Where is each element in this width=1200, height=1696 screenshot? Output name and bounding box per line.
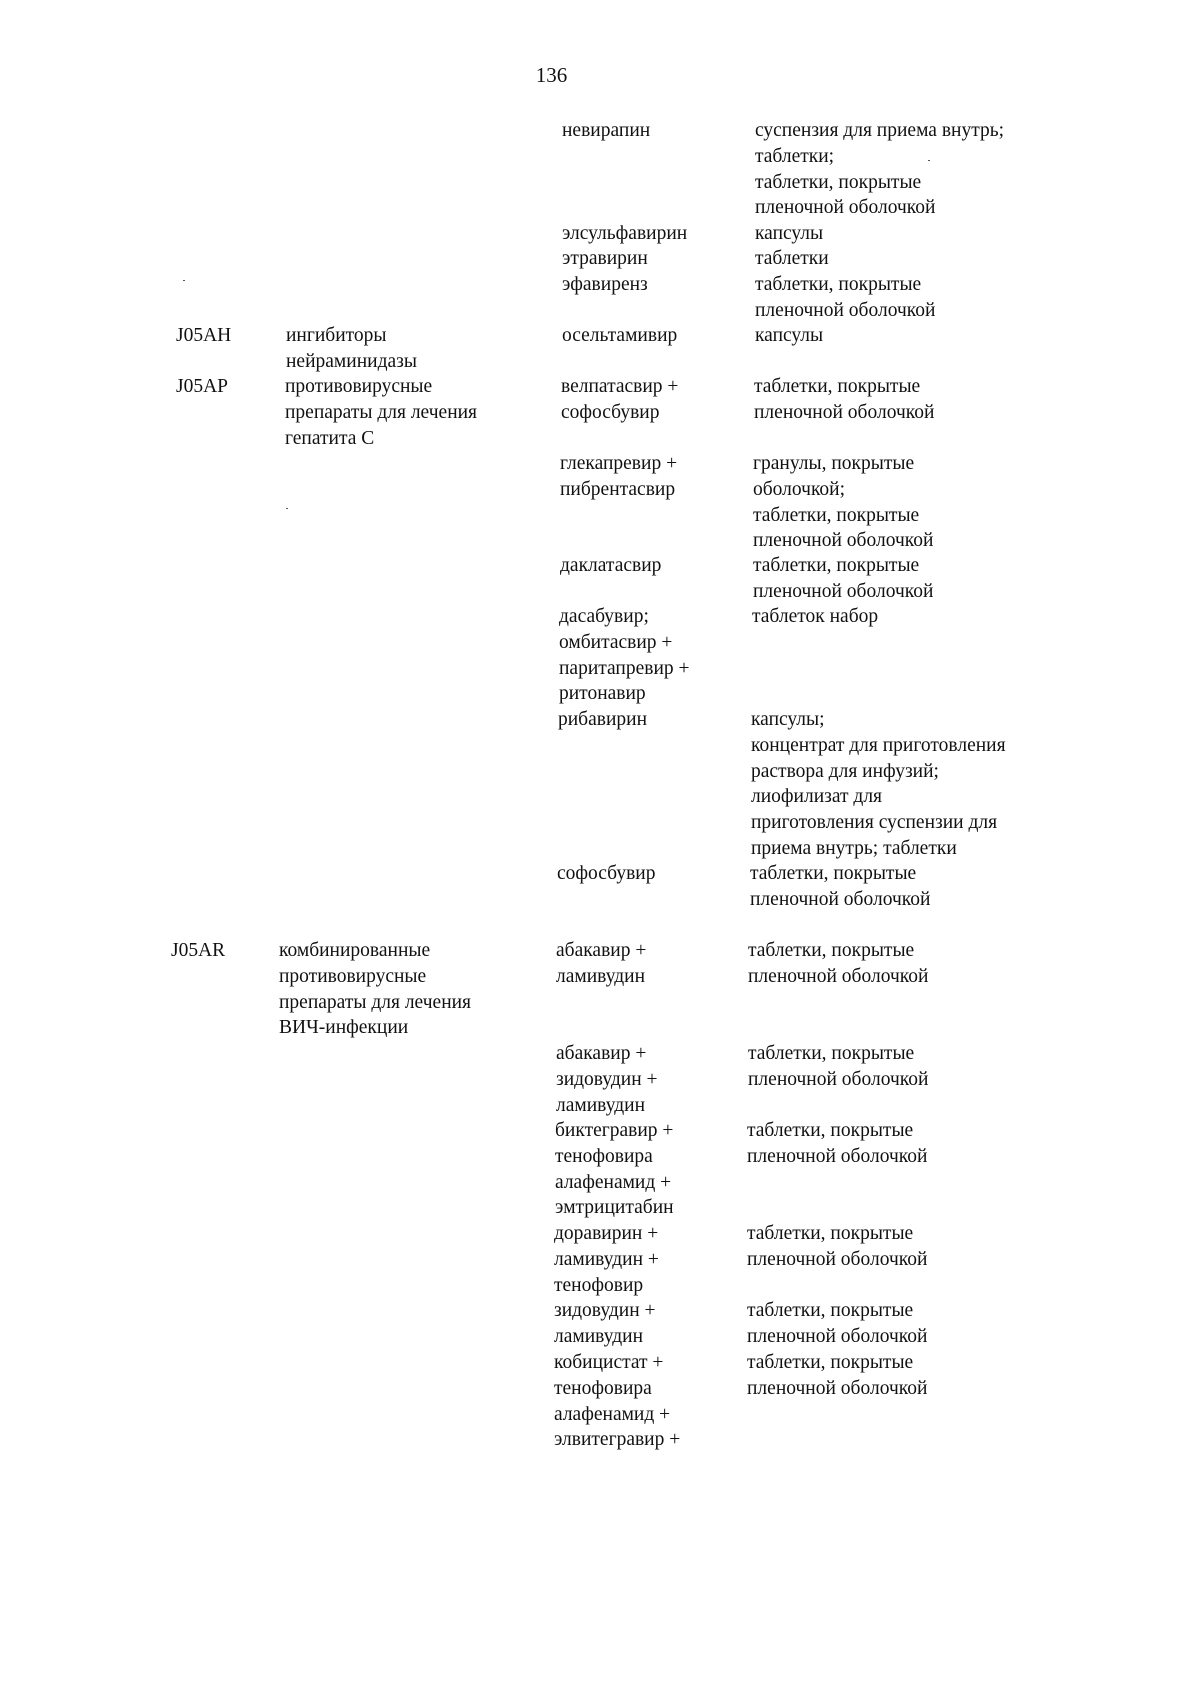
dosage-form-line: таблетки: [755, 248, 829, 269]
dosage-form: [748, 938, 928, 990]
dosage-form-line: приготовления суспензии для: [751, 812, 998, 834]
drug-name: [562, 323, 677, 349]
dosage-form-line: суспензия для приема внутрь;: [755, 120, 1005, 141]
drug-name-line: софосбувир: [561, 401, 660, 423]
drug-name-line: паритапревир +: [559, 657, 690, 679]
dosage-form-line: таблетки, покрытые: [754, 376, 921, 397]
dosage-form-line: пленочной оболочкой: [748, 965, 929, 987]
dosage-form-line: таблетки, покрытые: [747, 1120, 914, 1141]
pharmacological-group-line: препараты для лечения: [285, 401, 478, 423]
dosage-form-line: таблетки, покрытые: [747, 1352, 914, 1373]
drug-name-line: дасабувир;: [559, 606, 649, 627]
dosage-form-line: таблетки, покрытые: [748, 940, 915, 961]
dosage-form: [747, 1350, 927, 1402]
dosage-form: [751, 707, 1006, 862]
drug-name-line: ламивудин: [554, 1325, 644, 1347]
dosage-form: [755, 221, 823, 247]
page-number: 136: [535, 63, 568, 87]
drug-name-line: тенофовира: [554, 1377, 652, 1399]
dosage-form-line: таблетки, покрытые: [747, 1223, 914, 1244]
drug-name: [554, 1221, 659, 1298]
dosage-form: [748, 1041, 928, 1093]
dosage-form-line: пленочной оболочкой: [750, 888, 931, 910]
drug-name: [562, 221, 687, 247]
dosage-form-line: пленочной оболочкой: [747, 1248, 928, 1270]
dosage-form-line: таблетки, покрытые: [747, 1300, 914, 1321]
drug-name-line: тенофовира: [555, 1145, 653, 1167]
pharmacological-group-line: нейраминидазы: [286, 350, 417, 372]
scan-speck: [183, 280, 185, 281]
dosage-form: [747, 1118, 927, 1170]
dosage-form: [754, 374, 934, 426]
drug-name-line: даклатасвир: [560, 555, 662, 576]
dosage-form-line: пленочной оболочкой: [755, 299, 936, 321]
dosage-form-line: приема внутрь; таблетки: [751, 837, 957, 859]
pharmacological-group: [285, 374, 477, 451]
dosage-form: [755, 323, 823, 349]
drug-name-line: невирапин: [562, 120, 651, 141]
dosage-form-line: таблетки, покрытые: [755, 171, 922, 193]
drug-name: [562, 272, 648, 298]
dosage-form-line: пленочной оболочкой: [754, 401, 935, 423]
dosage-form-line: пленочной оболочкой: [755, 197, 936, 219]
dosage-form-line: пленочной оболочкой: [747, 1145, 928, 1167]
pharmacological-group-line: ВИЧ-инфекции: [279, 1017, 409, 1039]
pharmacological-group-line: препараты для лечения: [279, 991, 472, 1013]
dosage-form: [755, 272, 935, 324]
drug-name-line: ламивудин: [556, 1094, 646, 1116]
scan-speck: [286, 508, 288, 509]
drug-name-line: алафенамид +: [554, 1403, 671, 1425]
dosage-form-line: капсулы: [755, 223, 824, 244]
dosage-form-line: таблетки, покрытые: [748, 1043, 915, 1064]
dosage-form-line: пленочной оболочкой: [747, 1325, 928, 1347]
drug-name: [557, 861, 656, 887]
drug-name-line: эфавиренз: [562, 274, 648, 295]
drug-name-line: элсульфавирин: [562, 223, 688, 244]
drug-name-line: пибрентасвир: [560, 478, 676, 500]
drug-name: [555, 1118, 674, 1221]
dosage-form-line: пленочной оболочкой: [747, 1377, 928, 1399]
drug-name-line: глекапревир +: [560, 453, 678, 474]
dosage-form-line: капсулы: [755, 325, 824, 346]
drug-name: [561, 374, 678, 426]
drug-name-line: абакавир +: [556, 1043, 647, 1064]
drug-name: [559, 604, 690, 707]
dosage-form: [755, 118, 1004, 221]
drug-name-line: омбитасвир +: [559, 631, 673, 653]
dosage-form-line: таблетки, покрытые: [750, 863, 917, 884]
drug-name: [554, 1298, 656, 1350]
dosage-form: [747, 1221, 927, 1273]
drug-name: [558, 707, 647, 733]
drug-name: [556, 938, 646, 990]
drug-name-line: осельтамивир: [562, 325, 678, 346]
dosage-form: [755, 246, 829, 272]
dosage-form-line: гранулы, покрытые: [753, 453, 915, 474]
drug-name-line: зидовудин +: [556, 1068, 658, 1090]
dosage-form-line: таблетки, покрытые: [755, 274, 922, 295]
dosage-form-line: таблетки, покрытые: [753, 504, 920, 526]
drug-name-line: доравирин +: [554, 1223, 659, 1244]
dosage-form-line: пленочной оболочкой: [748, 1068, 929, 1090]
dosage-form: [752, 604, 878, 630]
pharmacological-group: [279, 938, 471, 1041]
pharmacological-group: [286, 323, 417, 375]
atc-code: J05AH: [176, 325, 232, 346]
dosage-form-line: концентрат для приготовления: [751, 734, 1006, 756]
drug-name-line: кобицистат +: [554, 1352, 664, 1373]
dosage-form-line: таблеток набор: [752, 606, 879, 627]
dosage-form-line: раствора для инфузий;: [751, 760, 939, 782]
pharmacological-group-line: комбинированные: [279, 940, 431, 961]
drug-name-line: зидовудин +: [554, 1300, 656, 1321]
atc-code: J05AR: [171, 940, 226, 961]
dosage-form: [753, 553, 933, 605]
drug-name-line: рибавирин: [558, 709, 648, 730]
drug-name-line: ламивудин +: [554, 1248, 659, 1270]
pharmacological-group-line: ингибиторы: [286, 325, 387, 346]
dosage-form: [753, 451, 933, 554]
drug-name: [560, 553, 661, 579]
dosage-form-line: капсулы;: [751, 709, 825, 730]
drug-name-line: элвитегравир +: [554, 1429, 681, 1451]
dosage-form-line: таблетки;: [755, 145, 835, 167]
pharmacological-group-line: противовирусные: [279, 965, 427, 987]
drug-name-line: абакавир +: [556, 940, 647, 961]
drug-name: [562, 118, 650, 144]
drug-name-line: ритонавир: [559, 683, 646, 705]
drug-name-line: тенофовир: [554, 1274, 644, 1296]
drug-name: [556, 1041, 658, 1118]
dosage-form-line: пленочной оболочкой: [753, 580, 934, 602]
dosage-form: [750, 861, 930, 913]
dosage-form-line: таблетки, покрытые: [753, 555, 920, 576]
atc-code: J05AP: [176, 376, 229, 397]
drug-name-line: этравирин: [562, 248, 648, 269]
drug-name-line: биктегравир +: [555, 1120, 674, 1141]
dosage-form-line: пленочной оболочкой: [753, 530, 934, 552]
pharmacological-group-line: противовирусные: [285, 376, 433, 397]
dosage-form-line: лиофилизат для: [751, 786, 883, 808]
drug-name-line: эмтрицитабин: [555, 1197, 674, 1219]
dosage-form: [747, 1298, 927, 1350]
drug-name: [562, 246, 648, 272]
drug-name-line: софосбувир: [557, 863, 656, 884]
dosage-form-line: оболочкой;: [753, 478, 846, 500]
drug-name-line: велпатасвир +: [561, 376, 679, 397]
pharmacological-group-line: гепатита С: [285, 427, 375, 449]
drug-name: [554, 1350, 680, 1453]
drug-name-line: ламивудин: [556, 965, 646, 987]
scan-speck: [928, 160, 930, 161]
drug-name-line: алафенамид +: [555, 1171, 672, 1193]
drug-name: [560, 451, 677, 503]
